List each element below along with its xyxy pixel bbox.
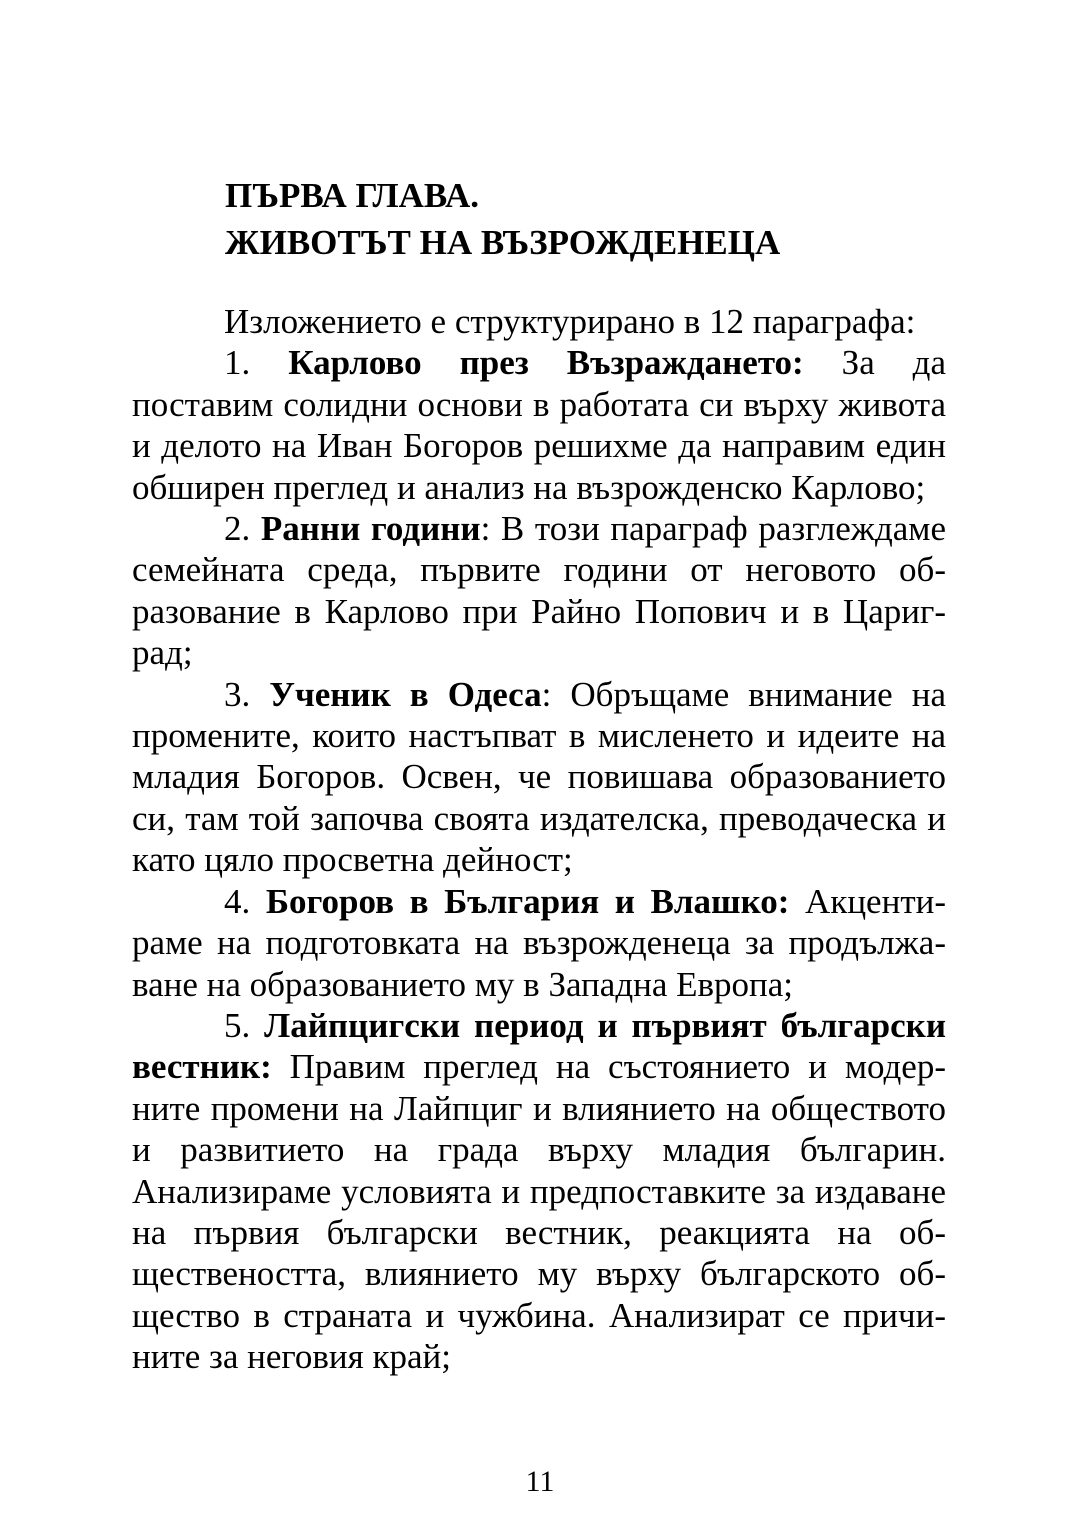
paragraph-text: Правим преглед на състоянието и модерните промени на Лайпциг и влиянието на обществото и развитието на града върху младия българин. Анализираме условията и предпоставките за издаване на първия български вестник, реакцията на обществеността, влиянието му върху българското общество в страната и чужбина. Анализират се причините за неговия край; [132,1047,946,1377]
paragraph-2 [132,508,946,674]
chapter-title [225,172,780,266]
paragraph-3 [132,674,946,881]
paragraph-heading: Ранни години [260,509,481,549]
paragraph-number: 2. [224,509,251,549]
paragraph-number: 5. [224,1005,251,1045]
page-number: 11 [525,1465,555,1498]
paragraph-5 [132,1005,946,1378]
paragraph-text: : Обръщаме внимание на промените, които настъпват в мисленето и идеите на младия Богоров. Освен, че повишава образованието си, там той започва своята издателска, преводаческа и като цяло просветна дейност; [132,674,946,880]
chapter-title-line-2: ЖИВОТЪТ НА ВЪЗРОЖДЕНЕЦА [225,223,781,262]
chapter-title-line-1: ПЪРВА ГЛАВА. [225,176,480,215]
paragraph-heading: Ученик в Одеса [269,674,542,714]
paragraph-text: Акцентираме на подготовката на възрожденеца за продължаване на образованието му в Западна Европа; [132,881,947,1004]
paragraph-heading: Карлово през Възраждането: [288,343,804,383]
paragraph-4 [132,881,946,1005]
paragraph-number: 3. [224,674,251,714]
intro-paragraph: Изложението е структурирано в 12 параграфа: [224,302,916,341]
paragraph-1 [132,342,946,508]
paragraph-number: 4. [224,881,251,921]
paragraph-text: За да поставим солидни основи в работата си върху живота и делото на Иван Богоров решихме да направим един обширен преглед и анализ на възрожденско Карлово; [132,343,947,507]
body-text [132,301,946,1378]
paragraph-number: 1. [224,343,251,383]
paragraph-heading: Лайпцигски период и първият български вестник: [132,1005,947,1087]
paragraph-text: : В този параграф разглеждаме семейната среда, първите години от неговото образование в Карлово при Райно Попович и в Цариград; [132,509,946,673]
paragraph-heading: Богоров в България и Влашко: [265,881,790,921]
